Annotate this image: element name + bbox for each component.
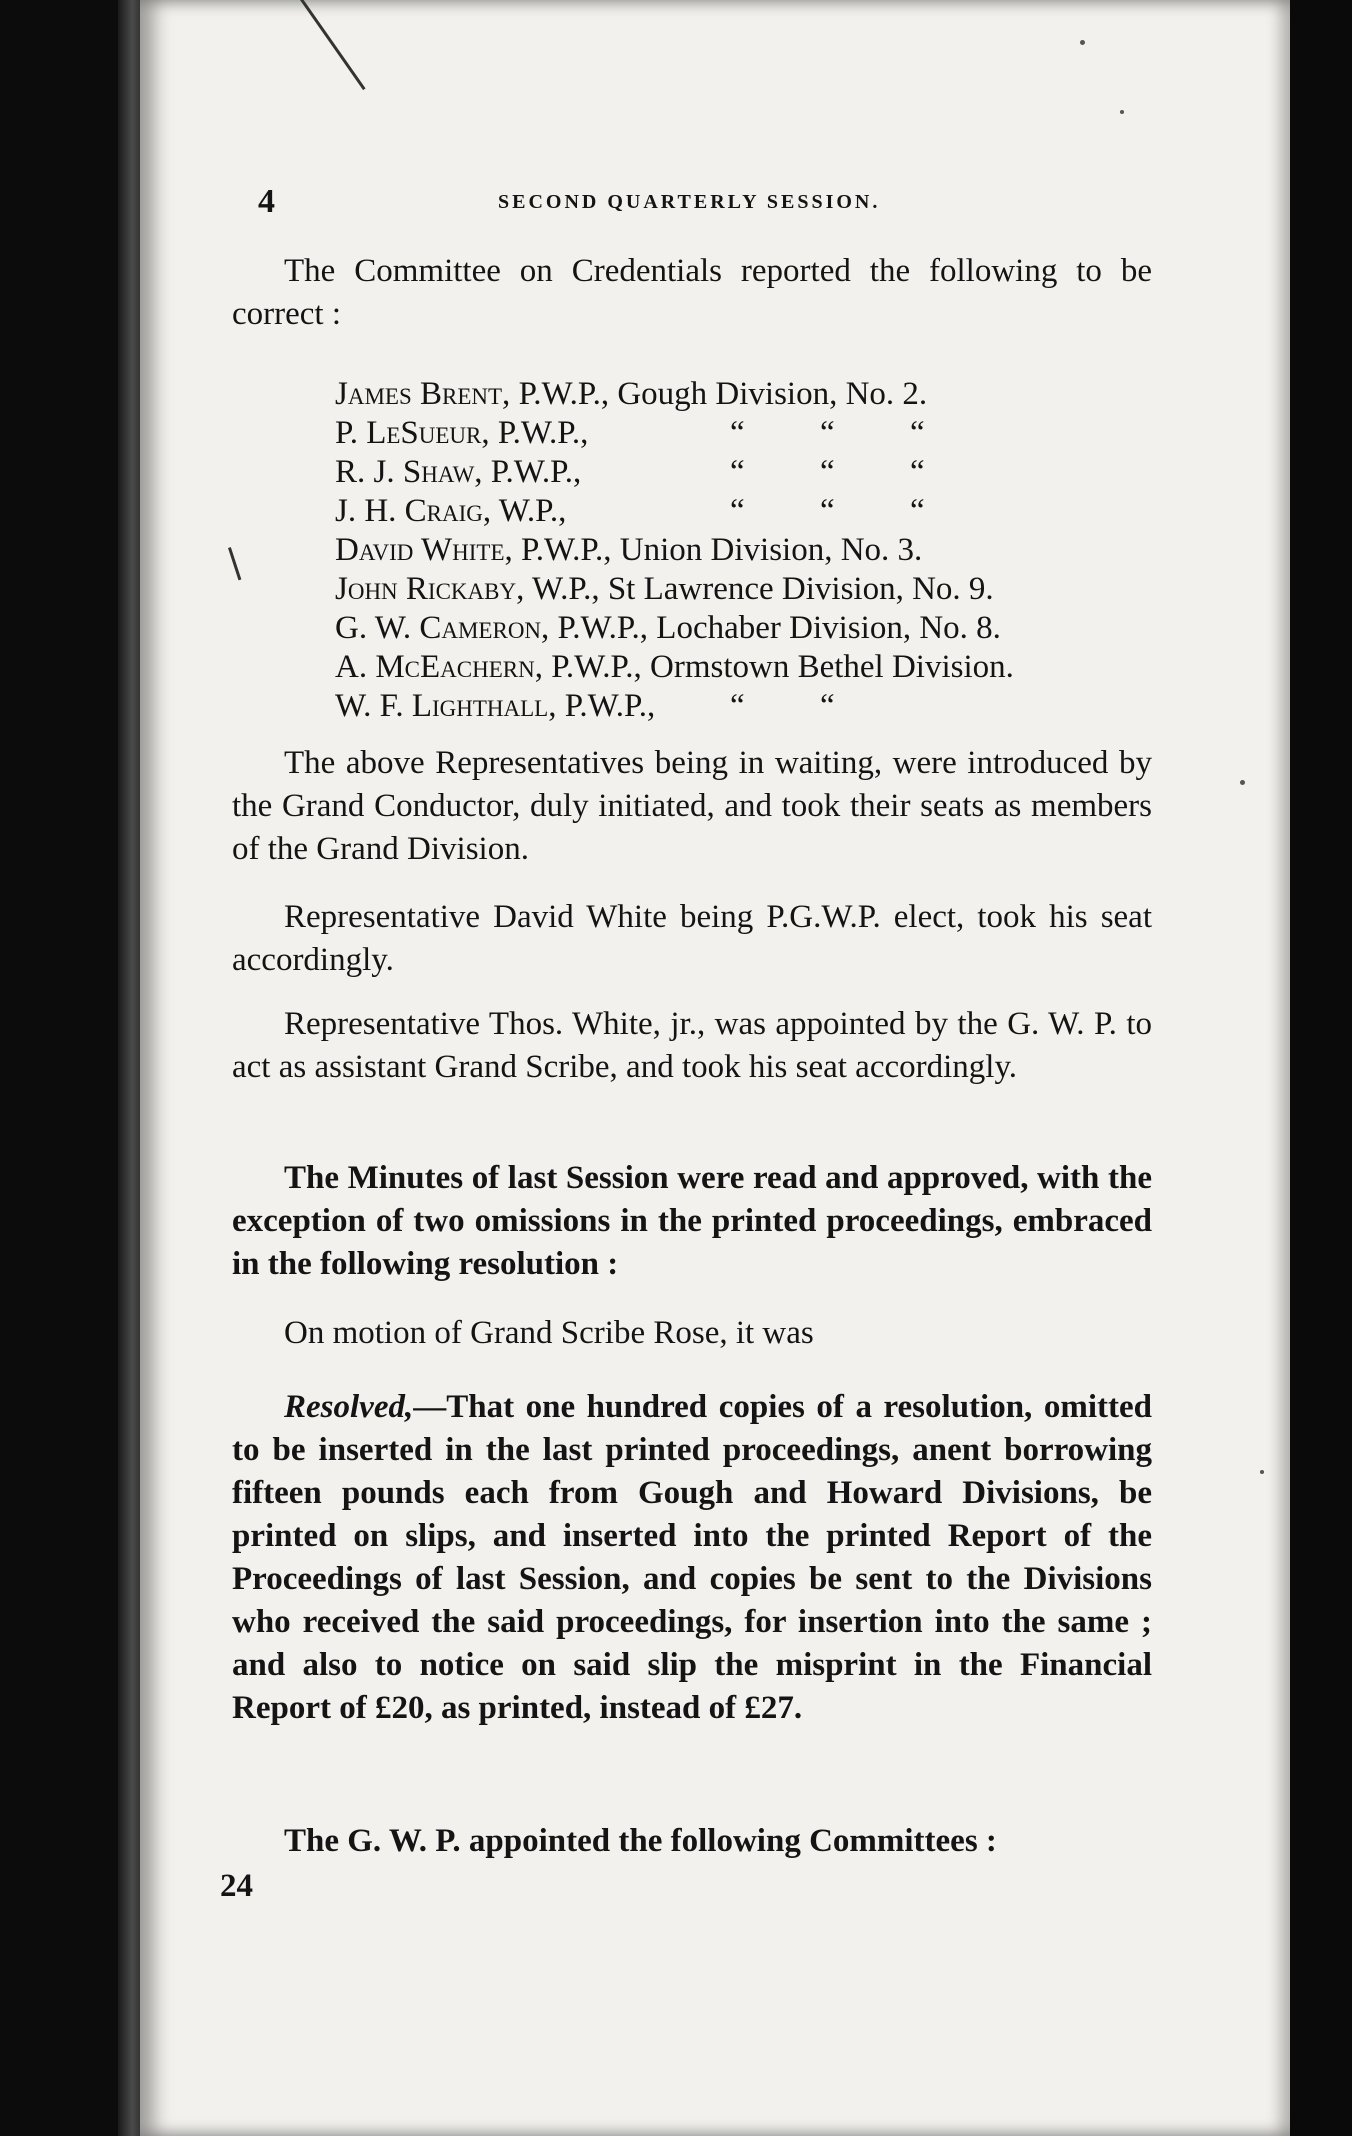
ditto-mark: “ bbox=[910, 415, 925, 451]
representative-name: P. LeSueur, bbox=[335, 415, 490, 451]
representative-row bbox=[335, 414, 1155, 453]
representative-name: G. W. Cameron, bbox=[335, 610, 550, 646]
representative-office: P.W.P., bbox=[482, 454, 582, 490]
ditto-mark: “ bbox=[730, 688, 745, 724]
representative-name: David White, bbox=[335, 532, 513, 568]
scan-speck bbox=[1120, 110, 1124, 114]
representative-office: W.P., bbox=[491, 493, 567, 529]
resolved-label: Resolved, bbox=[284, 1389, 414, 1425]
representative-office: P.W.P., Lochaber Division, No. 8. bbox=[549, 610, 1001, 646]
representative-name: J. H. Craig, bbox=[335, 493, 492, 529]
representative-office: P.W.P., bbox=[489, 415, 589, 451]
representative-row bbox=[335, 492, 1155, 531]
ditto-mark: “ bbox=[910, 454, 925, 490]
representative-name: R. J. Shaw, bbox=[335, 454, 483, 490]
representative-office: P.W.P., Ormstown Bethel Division. bbox=[542, 649, 1014, 685]
representative-office: W.P., St Lawrence Division, No. 9. bbox=[524, 571, 994, 607]
representative-office: P.W.P., Gough Division, No. 2. bbox=[510, 376, 928, 412]
ditto-mark: “ bbox=[730, 415, 745, 451]
credentials-intro: The Committee on Credentials reported the following to be correct : bbox=[232, 253, 1152, 332]
scan-edge bbox=[1290, 0, 1352, 2136]
representative-row bbox=[335, 570, 1155, 609]
page-header bbox=[258, 183, 1158, 223]
paragraph-motion: On motion of Grand Scribe Rose, it was bbox=[284, 1315, 814, 1351]
representative-row bbox=[335, 609, 1155, 648]
scan-speck bbox=[1260, 1470, 1264, 1474]
paragraph-resolution bbox=[232, 1386, 1152, 1730]
representative-row bbox=[335, 531, 1155, 570]
scan-speck bbox=[1080, 40, 1085, 45]
representative-office: P.W.P., bbox=[556, 688, 656, 724]
representative-name: James Brent, bbox=[335, 376, 511, 412]
ditto-mark: “ bbox=[730, 454, 745, 490]
representative-row bbox=[335, 687, 1155, 726]
paragraph-thos-white: Representative Thos. White, jr., was appointed by the G. W. P. to act as assistant Grand Scribe, and took his seat accordingly. bbox=[232, 1006, 1152, 1085]
representative-row bbox=[335, 648, 1155, 687]
ditto-mark: “ bbox=[820, 454, 835, 490]
ditto-mark: “ bbox=[820, 493, 835, 529]
page-number: 4 bbox=[258, 183, 275, 220]
ditto-mark: “ bbox=[820, 415, 835, 451]
signature-mark: 24 bbox=[220, 1868, 253, 1904]
representatives-list bbox=[335, 375, 1155, 726]
paragraph-introduced: The above Representatives being in waiting, were introduced by the Grand Conductor, duly initiated, and took their seats as members of the Grand Division. bbox=[232, 745, 1152, 867]
ditto-mark: “ bbox=[820, 688, 835, 724]
representative-row bbox=[335, 375, 1155, 414]
paragraph-david-white: Representative David White being P.G.W.P. elect, took his seat accordingly. bbox=[232, 899, 1152, 978]
ditto-mark: “ bbox=[910, 493, 925, 529]
scan-speck bbox=[1240, 780, 1245, 785]
representative-name: John Rickaby, bbox=[335, 571, 525, 607]
representative-office: P.W.P., Union Division, No. 3. bbox=[512, 532, 923, 568]
representative-name: A. McEachern, bbox=[335, 649, 543, 685]
paragraph-minutes: The Minutes of last Session were read and approved, with the exception of two omissions in the printed proceedings, embraced in the following resolution : bbox=[232, 1160, 1152, 1282]
ditto-mark: “ bbox=[730, 493, 745, 529]
resolution-text: —That one hundred copies of a resolution, omitted to be inserted in the last printed proceedings, anent borrowing fifteen pounds each from Gough and Howard Divisions, be printed on slips, and inserted into the printed Report of the Proceedings of last Session, and copies be sent to the Divisions who received the said proceedings, for insertion into the same ; and also to notice on said slip the misprint in the Financial Report of £20, as printed, instead of £27. bbox=[232, 1389, 1152, 1726]
running-head: SECOND QUARTERLY SESSION. bbox=[498, 191, 881, 213]
paragraph-committees: The G. W. P. appointed the following Committees : bbox=[284, 1823, 997, 1859]
representative-name: W. F. Lighthall, bbox=[335, 688, 557, 724]
representative-row bbox=[335, 453, 1155, 492]
